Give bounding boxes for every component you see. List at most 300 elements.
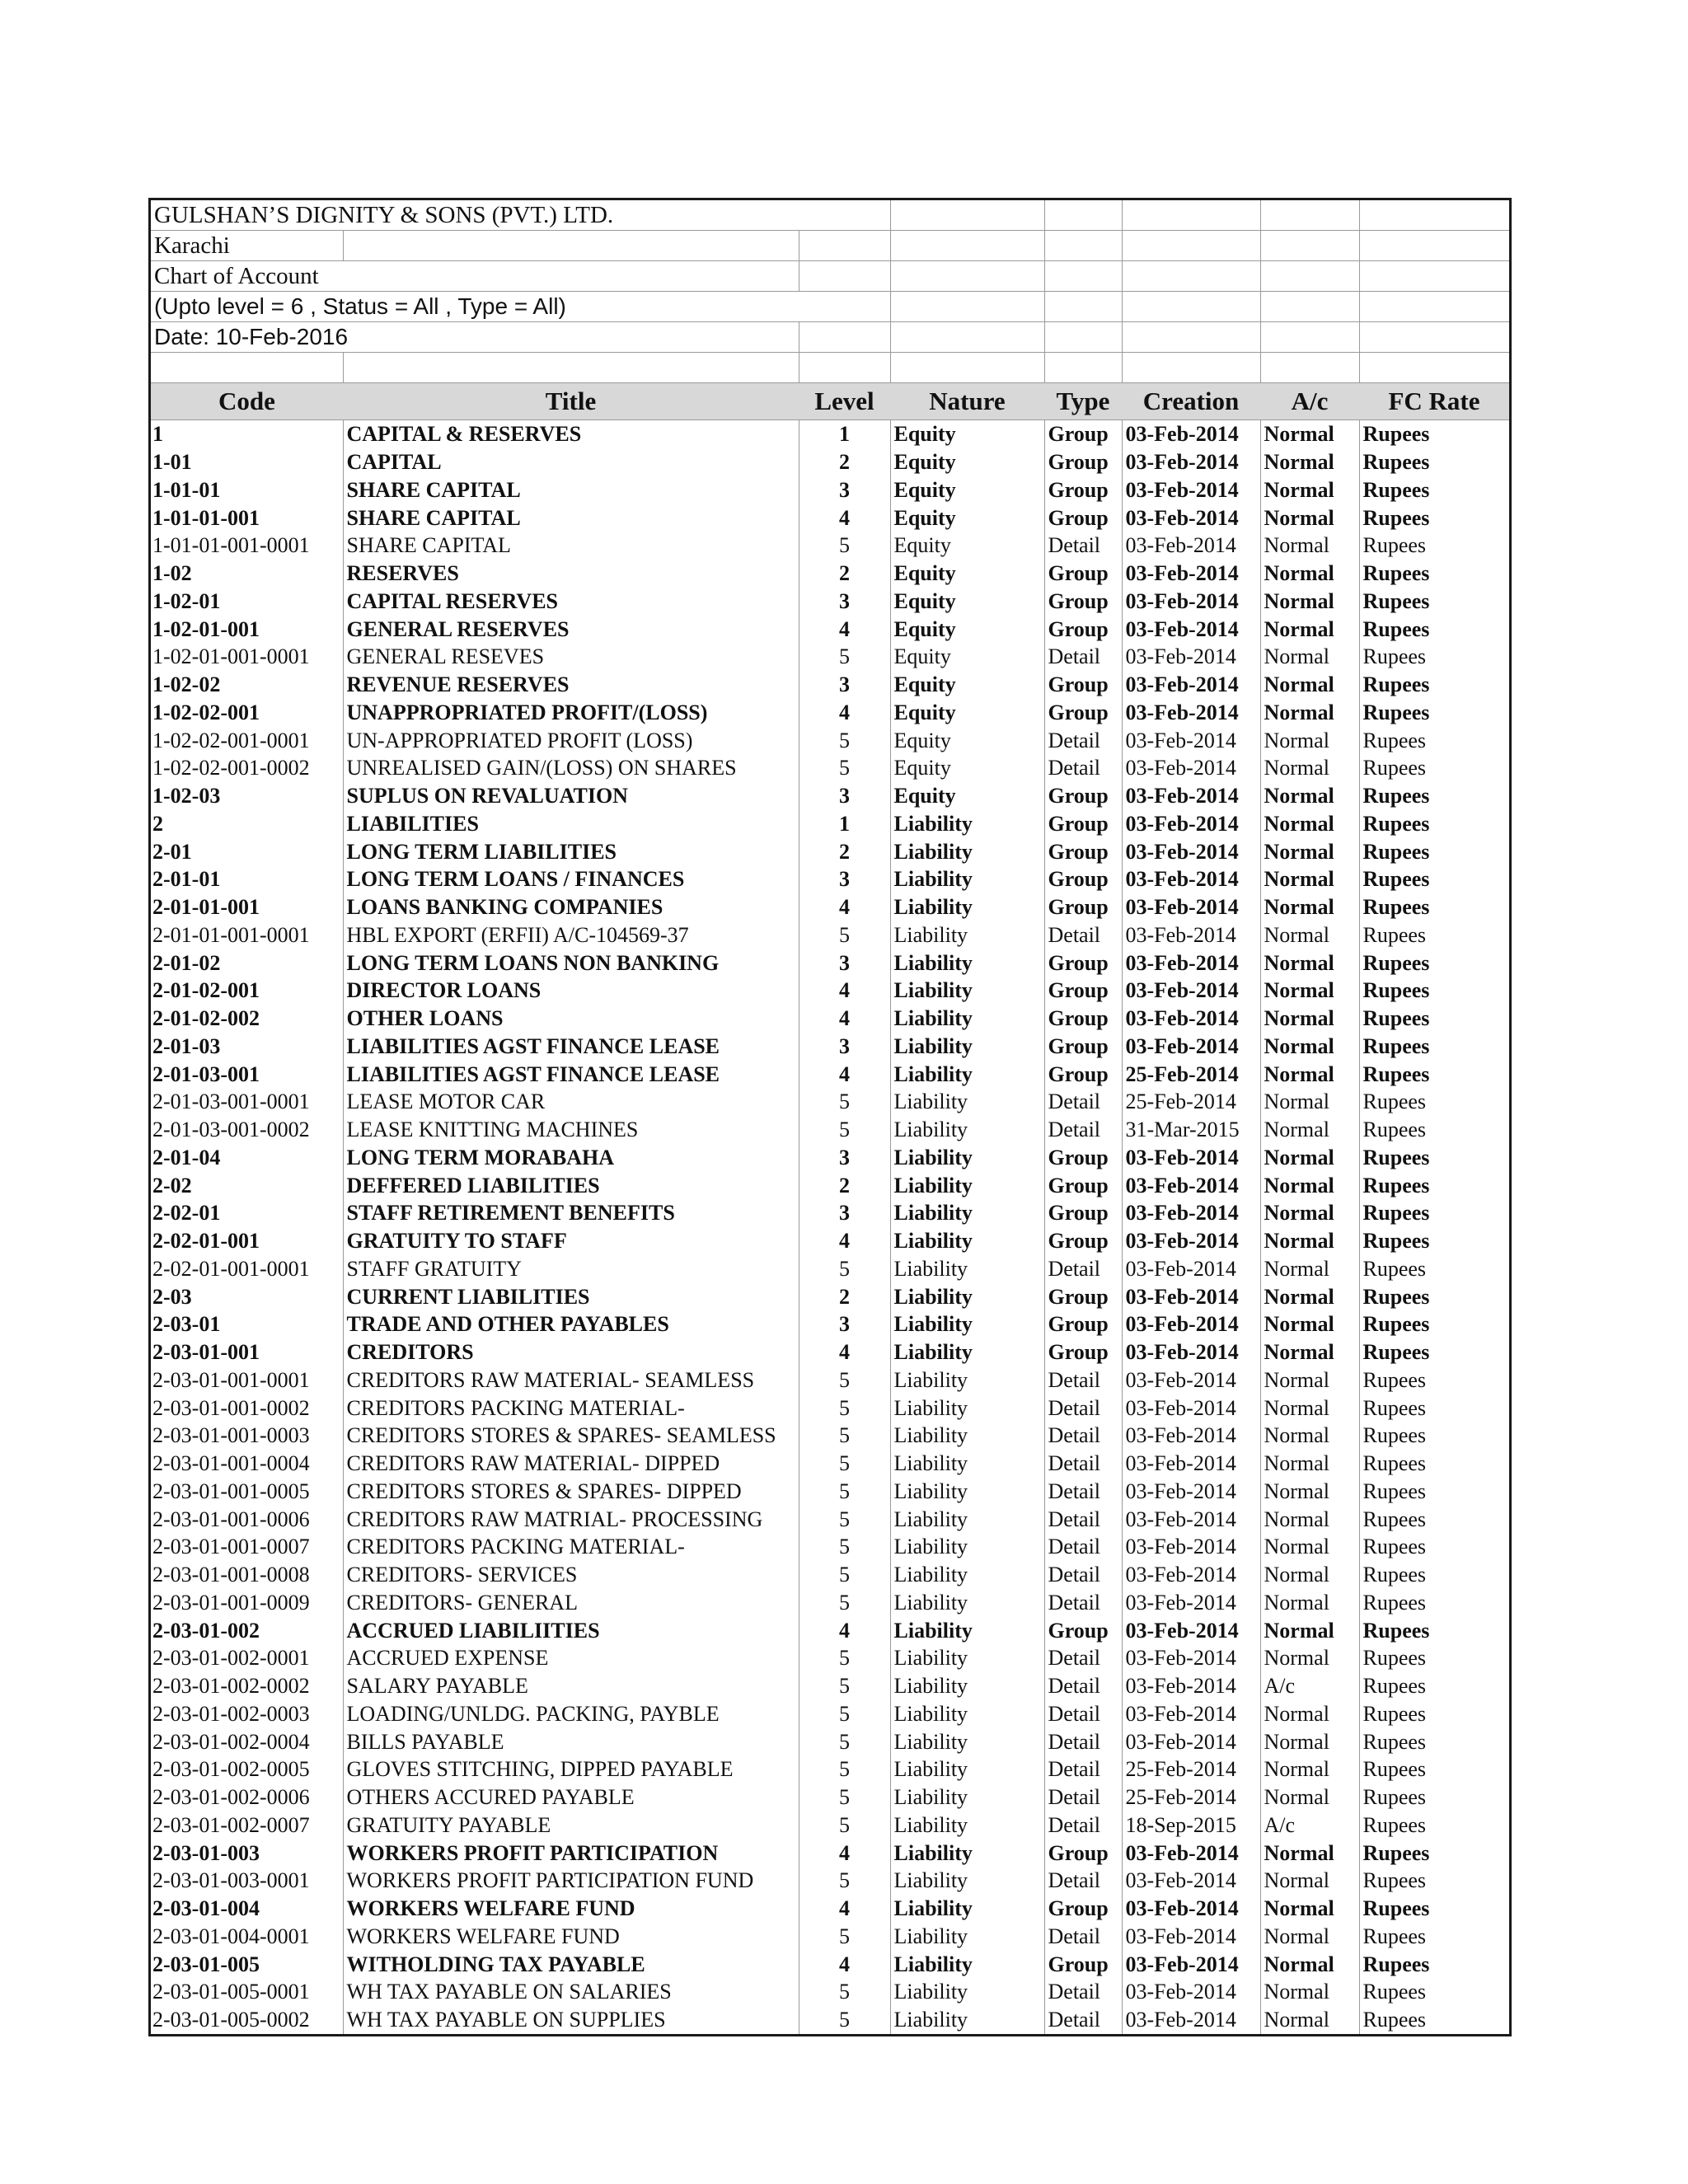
cell-level: 5 bbox=[799, 2006, 890, 2034]
cell-code: 1-02-02-001-0002 bbox=[151, 754, 343, 782]
table-row bbox=[151, 588, 1509, 616]
cell-type: Group bbox=[1044, 504, 1122, 532]
cell-nature: Liability bbox=[890, 1589, 1044, 1617]
cell-level: 5 bbox=[799, 1755, 890, 1783]
cell-type: Group bbox=[1044, 476, 1122, 504]
cell-ac: Normal bbox=[1260, 1338, 1359, 1366]
cell-creation: 03-Feb-2014 bbox=[1122, 643, 1260, 671]
cell-title: SALARY PAYABLE bbox=[343, 1672, 799, 1700]
cell-ac: Normal bbox=[1260, 476, 1359, 504]
cell-title: LONG TERM LOANS NON BANKING bbox=[343, 949, 799, 977]
cell-fc-rate: Rupees bbox=[1362, 1868, 1427, 1893]
cell-ac: Normal bbox=[1260, 1227, 1359, 1255]
table-row bbox=[151, 1144, 1509, 1172]
table-row bbox=[151, 1923, 1509, 1951]
cell-nature: Liability bbox=[890, 1366, 1044, 1394]
cell-ac: Normal bbox=[1260, 754, 1359, 782]
cell-code: 1-01-01-001 bbox=[151, 504, 343, 532]
cell-level: 2 bbox=[799, 1171, 890, 1199]
table-row bbox=[151, 837, 1509, 865]
cell-fc-rate: Rupees bbox=[1362, 1284, 1430, 1309]
cell-title: UNREALISED GAIN/(LOSS) ON SHARES bbox=[343, 754, 799, 782]
report-header-row bbox=[151, 231, 1509, 261]
cell-ac: Normal bbox=[1260, 893, 1359, 921]
cell-nature: Liability bbox=[890, 1783, 1044, 1811]
table-row bbox=[151, 615, 1509, 643]
cell-creation: 03-Feb-2014 bbox=[1122, 1282, 1260, 1310]
cell-creation: 03-Feb-2014 bbox=[1122, 504, 1260, 532]
cell-type: Group bbox=[1044, 1144, 1122, 1172]
cell-level: 5 bbox=[799, 1422, 890, 1450]
cell-type: Group bbox=[1044, 949, 1122, 977]
table-row bbox=[151, 1366, 1509, 1394]
cell-fc-rate: Rupees bbox=[1362, 1535, 1427, 1559]
cell-nature: Liability bbox=[890, 1950, 1044, 1978]
cell-nature: Equity bbox=[890, 448, 1044, 476]
cell-ac: Normal bbox=[1260, 1450, 1359, 1478]
table-row bbox=[151, 1644, 1509, 1672]
cell-creation: 03-Feb-2014 bbox=[1122, 1950, 1260, 1978]
cell-type: Group bbox=[1044, 837, 1122, 865]
cell-fc-rate: Rupees bbox=[1362, 1033, 1430, 1058]
cell-type: Detail bbox=[1044, 1811, 1122, 1840]
report-header-row bbox=[151, 200, 1509, 231]
cell-fc-rate: Rupees bbox=[1362, 811, 1430, 836]
cell-ac: Normal bbox=[1260, 1589, 1359, 1617]
cell-fc-rate: Rupees bbox=[1362, 1896, 1430, 1921]
cell-title: BILLS PAYABLE bbox=[343, 1727, 799, 1755]
cell-code: 2-03-01-001-0005 bbox=[151, 1478, 343, 1506]
cell-ac: Normal bbox=[1260, 1033, 1359, 1061]
cell-code: 1-02-03 bbox=[151, 782, 343, 810]
cell-creation: 03-Feb-2014 bbox=[1122, 699, 1260, 727]
cell-type: Detail bbox=[1044, 1923, 1122, 1951]
cell-level: 3 bbox=[799, 949, 890, 977]
cell-creation: 03-Feb-2014 bbox=[1122, 865, 1260, 893]
cell-fc-rate: Rupees bbox=[1362, 922, 1427, 947]
cell-ac: Normal bbox=[1260, 865, 1359, 893]
table-row bbox=[151, 1005, 1509, 1033]
col-code: Code bbox=[151, 383, 343, 420]
cell-type: Detail bbox=[1044, 1978, 1122, 2006]
cell-code: 2-03-01-005-0001 bbox=[151, 1978, 343, 2006]
cell-nature: Liability bbox=[890, 1978, 1044, 2006]
cell-title: CAPITAL & RESERVES bbox=[343, 420, 799, 448]
cell-ac: Normal bbox=[1260, 1282, 1359, 1310]
report-header-spacer bbox=[151, 353, 1509, 383]
cell-nature: Liability bbox=[890, 865, 1044, 893]
cell-code: 1 bbox=[151, 420, 343, 448]
cell-fc-rate: Rupees bbox=[1362, 756, 1427, 780]
cell-creation: 03-Feb-2014 bbox=[1122, 1616, 1260, 1644]
cell-title: CREDITORS RAW MATERIAL- DIPPED bbox=[343, 1450, 799, 1478]
cell-ac: Normal bbox=[1260, 1783, 1359, 1811]
table-row bbox=[151, 1700, 1509, 1728]
cell-code: 2-03-01-005-0002 bbox=[151, 2006, 343, 2034]
cell-code: 1-01-01 bbox=[151, 476, 343, 504]
column-header-row bbox=[151, 383, 1509, 420]
cell-nature: Equity bbox=[890, 504, 1044, 532]
cell-title: CREDITORS- GENERAL bbox=[343, 1589, 799, 1617]
cell-nature: Liability bbox=[890, 1700, 1044, 1728]
cell-nature: Liability bbox=[890, 1394, 1044, 1422]
cell-nature: Liability bbox=[890, 1616, 1044, 1644]
cell-level: 4 bbox=[799, 1005, 890, 1033]
cell-type: Detail bbox=[1044, 2006, 1122, 2034]
cell-creation: 03-Feb-2014 bbox=[1122, 949, 1260, 977]
cell-type: Group bbox=[1044, 1282, 1122, 1310]
cell-fc-rate: Rupees bbox=[1362, 839, 1430, 864]
cell-creation: 25-Feb-2014 bbox=[1122, 1088, 1260, 1116]
cell-creation: 03-Feb-2014 bbox=[1122, 1338, 1260, 1366]
cell-level: 5 bbox=[799, 1505, 890, 1533]
cell-nature: Equity bbox=[890, 588, 1044, 616]
cell-level: 1 bbox=[799, 420, 890, 448]
cell-nature: Liability bbox=[890, 1199, 1044, 1227]
cell-level: 5 bbox=[799, 1811, 890, 1840]
cell-level: 5 bbox=[799, 1978, 890, 2006]
cell-title: SHARE CAPITAL bbox=[343, 532, 799, 560]
cell-creation: 03-Feb-2014 bbox=[1122, 532, 1260, 560]
cell-title: WH TAX PAYABLE ON SUPPLIES bbox=[343, 2006, 799, 2034]
cell-fc-rate: Rupees bbox=[1362, 477, 1430, 502]
col-nature: Nature bbox=[890, 383, 1044, 420]
cell-nature: Liability bbox=[890, 1867, 1044, 1895]
cell-ac: Normal bbox=[1260, 1199, 1359, 1227]
cell-level: 4 bbox=[799, 1227, 890, 1255]
cell-creation: 03-Feb-2014 bbox=[1122, 1839, 1260, 1867]
cell-creation: 03-Feb-2014 bbox=[1122, 1672, 1260, 1700]
table-row bbox=[151, 2006, 1509, 2034]
cell-level: 1 bbox=[799, 810, 890, 838]
cell-creation: 03-Feb-2014 bbox=[1122, 1450, 1260, 1478]
cell-type: Detail bbox=[1044, 1700, 1122, 1728]
cell-level: 3 bbox=[799, 671, 890, 699]
table-row bbox=[151, 476, 1509, 504]
cell-type: Group bbox=[1044, 1338, 1122, 1366]
cell-code: 2-02-01-001 bbox=[151, 1227, 343, 1255]
cell-nature: Liability bbox=[890, 2006, 1044, 2034]
cell-creation: 03-Feb-2014 bbox=[1122, 754, 1260, 782]
cell-ac: Normal bbox=[1260, 949, 1359, 977]
cell-nature: Liability bbox=[890, 1811, 1044, 1840]
cell-type: Group bbox=[1044, 782, 1122, 810]
cell-creation: 03-Feb-2014 bbox=[1122, 782, 1260, 810]
cell-creation: 03-Feb-2014 bbox=[1122, 1394, 1260, 1422]
cell-nature: Liability bbox=[890, 1144, 1044, 1172]
cell-code: 2-03-01-002-0005 bbox=[151, 1755, 343, 1783]
cell-level: 5 bbox=[799, 1088, 890, 1116]
cell-type: Group bbox=[1044, 1950, 1122, 1978]
table-row bbox=[151, 420, 1509, 448]
cell-fc-rate: Rupees bbox=[1362, 450, 1430, 475]
cell-level: 5 bbox=[799, 1727, 890, 1755]
cell-nature: Equity bbox=[890, 671, 1044, 699]
cell-ac: Normal bbox=[1260, 588, 1359, 616]
cell-ac: Normal bbox=[1260, 615, 1359, 643]
cell-title: LONG TERM LOANS / FINANCES bbox=[343, 865, 799, 893]
cell-type: Detail bbox=[1044, 921, 1122, 949]
cell-code: 2-01 bbox=[151, 837, 343, 865]
cell-fc-rate: Rupees bbox=[1362, 1229, 1430, 1254]
table-row bbox=[151, 1227, 1509, 1255]
cell-code: 1-02 bbox=[151, 560, 343, 588]
cell-level: 5 bbox=[799, 1116, 890, 1144]
cell-fc-rate: Rupees bbox=[1362, 1201, 1430, 1226]
table-row bbox=[151, 1867, 1509, 1895]
cell-type: Group bbox=[1044, 893, 1122, 921]
cell-ac: Normal bbox=[1260, 1561, 1359, 1589]
cell-title: CREDITORS bbox=[343, 1338, 799, 1366]
cell-nature: Liability bbox=[890, 1060, 1044, 1088]
cell-code: 2-03-01-001-0006 bbox=[151, 1505, 343, 1533]
cell-title: ACCRUED LIABILIITIES bbox=[343, 1616, 799, 1644]
table-row bbox=[151, 893, 1509, 921]
cell-nature: Liability bbox=[890, 1338, 1044, 1366]
cell-fc-rate: Rupees bbox=[1362, 1980, 1427, 2004]
cell-code: 2-01-03-001 bbox=[151, 1060, 343, 1088]
cell-creation: 03-Feb-2014 bbox=[1122, 560, 1260, 588]
table-row bbox=[151, 1672, 1509, 1700]
cell-fc-rate: Rupees bbox=[1362, 950, 1430, 975]
cell-creation: 31-Mar-2015 bbox=[1122, 1116, 1260, 1144]
cell-type: Group bbox=[1044, 1310, 1122, 1338]
cell-title: CAPITAL bbox=[343, 448, 799, 476]
cell-ac: Normal bbox=[1260, 532, 1359, 560]
cell-level: 5 bbox=[799, 1366, 890, 1394]
cell-fc-rate: Rupees bbox=[1362, 700, 1430, 724]
cell-fc-rate: Rupees bbox=[1362, 616, 1430, 641]
cell-level: 5 bbox=[799, 921, 890, 949]
table-row bbox=[151, 1255, 1509, 1283]
cell-creation: 03-Feb-2014 bbox=[1122, 615, 1260, 643]
cell-ac: Normal bbox=[1260, 448, 1359, 476]
cell-fc-rate: Rupees bbox=[1362, 1062, 1430, 1086]
cell-creation: 03-Feb-2014 bbox=[1122, 1867, 1260, 1895]
cell-code: 1-02-01-001 bbox=[151, 615, 343, 643]
cell-level: 3 bbox=[799, 476, 890, 504]
cell-nature: Liability bbox=[890, 1422, 1044, 1450]
cell-level: 3 bbox=[799, 1144, 890, 1172]
cell-ac: Normal bbox=[1260, 1505, 1359, 1533]
cell-level: 3 bbox=[799, 588, 890, 616]
cell-nature: Liability bbox=[890, 1450, 1044, 1478]
cell-fc-rate: Rupees bbox=[1362, 1757, 1427, 1782]
cell-level: 5 bbox=[799, 1450, 890, 1478]
cell-nature: Liability bbox=[890, 893, 1044, 921]
cell-title: LEASE KNITTING MACHINES bbox=[343, 1116, 799, 1144]
cell-code: 1-02-01-001-0001 bbox=[151, 643, 343, 671]
cell-code: 2-03-01-001-0003 bbox=[151, 1422, 343, 1450]
cell-level: 5 bbox=[799, 754, 890, 782]
cell-ac: Normal bbox=[1260, 977, 1359, 1005]
cell-title: CREDITORS RAW MATERIAL- SEAMLESS bbox=[343, 1366, 799, 1394]
cell-fc-rate: Rupees bbox=[1362, 644, 1427, 669]
cell-fc-rate: Rupees bbox=[1362, 1701, 1427, 1726]
cell-creation: 03-Feb-2014 bbox=[1122, 1033, 1260, 1061]
cell-fc-rate: Rupees bbox=[1362, 533, 1427, 558]
cell-title: TRADE AND OTHER PAYABLES bbox=[343, 1310, 799, 1338]
cell-title: UNAPPROPRIATED PROFIT/(LOSS) bbox=[343, 699, 799, 727]
cell-nature: Equity bbox=[890, 560, 1044, 588]
cell-code: 2-03-01-002-0007 bbox=[151, 1811, 343, 1840]
cell-nature: Equity bbox=[890, 476, 1044, 504]
cell-fc-rate: Rupees bbox=[1362, 1451, 1427, 1476]
table-row bbox=[151, 1394, 1509, 1422]
table-row bbox=[151, 1422, 1509, 1450]
report-title: Chart of Account bbox=[151, 261, 799, 292]
cell-type: Detail bbox=[1044, 1644, 1122, 1672]
cell-creation: 03-Feb-2014 bbox=[1122, 1199, 1260, 1227]
cell-fc-rate: Rupees bbox=[1362, 1952, 1430, 1976]
cell-code: 2-01-01-001-0001 bbox=[151, 921, 343, 949]
table-row bbox=[151, 1533, 1509, 1561]
cell-nature: Liability bbox=[890, 810, 1044, 838]
cell-nature: Equity bbox=[890, 615, 1044, 643]
cell-level: 3 bbox=[799, 865, 890, 893]
cell-nature: Equity bbox=[890, 782, 1044, 810]
cell-type: Detail bbox=[1044, 1450, 1122, 1478]
cell-nature: Liability bbox=[890, 1227, 1044, 1255]
cell-code: 2-03-01-002 bbox=[151, 1616, 343, 1644]
cell-ac: Normal bbox=[1260, 1839, 1359, 1867]
cell-title: ACCRUED EXPENSE bbox=[343, 1644, 799, 1672]
table-row bbox=[151, 699, 1509, 727]
table-row bbox=[151, 1033, 1509, 1061]
cell-ac: Normal bbox=[1260, 921, 1359, 949]
cell-nature: Liability bbox=[890, 977, 1044, 1005]
cell-ac: Normal bbox=[1260, 1366, 1359, 1394]
cell-creation: 03-Feb-2014 bbox=[1122, 1478, 1260, 1506]
cell-code: 2-03 bbox=[151, 1282, 343, 1310]
cell-ac: A/c bbox=[1260, 1672, 1359, 1700]
cell-fc-rate: Rupees bbox=[1362, 728, 1427, 752]
cell-fc-rate: Rupees bbox=[1362, 1563, 1427, 1587]
cell-nature: Liability bbox=[890, 1895, 1044, 1923]
cell-ac: Normal bbox=[1260, 1310, 1359, 1338]
cell-title: DEFFERED LIABILITIES bbox=[343, 1171, 799, 1199]
cell-title: GRATUITY TO STAFF bbox=[343, 1227, 799, 1255]
cell-title: WORKERS PROFIT PARTICIPATION FUND bbox=[343, 1867, 799, 1895]
cell-type: Detail bbox=[1044, 1478, 1122, 1506]
table-row bbox=[151, 921, 1509, 949]
cell-title: WORKERS WELFARE FUND bbox=[343, 1923, 799, 1951]
cell-title: CURRENT LIABILITIES bbox=[343, 1282, 799, 1310]
cell-code: 2-03-01-001 bbox=[151, 1338, 343, 1366]
cell-level: 4 bbox=[799, 615, 890, 643]
table-row bbox=[151, 949, 1509, 977]
cell-ac: Normal bbox=[1260, 1005, 1359, 1033]
cell-creation: 03-Feb-2014 bbox=[1122, 726, 1260, 754]
cell-ac: Normal bbox=[1260, 810, 1359, 838]
cell-code: 2-03-01-001-0007 bbox=[151, 1533, 343, 1561]
cell-ac: Normal bbox=[1260, 1755, 1359, 1783]
cell-level: 5 bbox=[799, 726, 890, 754]
cell-type: Group bbox=[1044, 448, 1122, 476]
cell-nature: Liability bbox=[890, 949, 1044, 977]
cell-code: 1-02-02 bbox=[151, 671, 343, 699]
city-label: Karachi bbox=[151, 231, 343, 261]
cell-creation: 03-Feb-2014 bbox=[1122, 977, 1260, 1005]
cell-ac: Normal bbox=[1260, 2006, 1359, 2034]
cell-code: 2-01-03-001-0001 bbox=[151, 1088, 343, 1116]
cell-title: CREDITORS PACKING MATERIAL- bbox=[343, 1394, 799, 1422]
cell-type: Detail bbox=[1044, 1755, 1122, 1783]
cell-fc-rate: Rupees bbox=[1362, 1507, 1427, 1531]
cell-code: 2-03-01-003 bbox=[151, 1839, 343, 1867]
cell-level: 5 bbox=[799, 1700, 890, 1728]
cell-code: 2-03-01-001-0001 bbox=[151, 1366, 343, 1394]
cell-level: 3 bbox=[799, 1310, 890, 1338]
cell-nature: Equity bbox=[890, 420, 1044, 448]
cell-title: WORKERS WELFARE FUND bbox=[343, 1895, 799, 1923]
cell-title: CAPITAL RESERVES bbox=[343, 588, 799, 616]
table-row bbox=[151, 1839, 1509, 1867]
cell-nature: Liability bbox=[890, 1478, 1044, 1506]
cell-nature: Liability bbox=[890, 1923, 1044, 1951]
cell-fc-rate: Rupees bbox=[1362, 1312, 1430, 1337]
cell-ac: Normal bbox=[1260, 1255, 1359, 1283]
col-ac: A/c bbox=[1260, 383, 1359, 420]
cell-fc-rate: Rupees bbox=[1362, 588, 1430, 613]
table-row bbox=[151, 810, 1509, 838]
cell-type: Group bbox=[1044, 615, 1122, 643]
cell-creation: 03-Feb-2014 bbox=[1122, 420, 1260, 448]
cell-title: CREDITORS RAW MATRIAL- PROCESSING bbox=[343, 1505, 799, 1533]
cell-type: Group bbox=[1044, 1033, 1122, 1061]
table-row bbox=[151, 1171, 1509, 1199]
cell-title: UN-APPROPRIATED PROFIT (LOSS) bbox=[343, 726, 799, 754]
cell-nature: Liability bbox=[890, 1505, 1044, 1533]
col-fc-rate: FC Rate bbox=[1359, 383, 1509, 420]
cell-fc-rate: Rupees bbox=[1362, 1590, 1427, 1615]
cell-creation: 03-Feb-2014 bbox=[1122, 1505, 1260, 1533]
cell-nature: Liability bbox=[890, 1088, 1044, 1116]
cell-level: 5 bbox=[799, 1867, 890, 1895]
cell-creation: 03-Feb-2014 bbox=[1122, 1561, 1260, 1589]
table-row bbox=[151, 1755, 1509, 1783]
table-row bbox=[151, 754, 1509, 782]
cell-creation: 03-Feb-2014 bbox=[1122, 1366, 1260, 1394]
cell-type: Detail bbox=[1044, 1088, 1122, 1116]
cell-title: RESERVES bbox=[343, 560, 799, 588]
cell-nature: Liability bbox=[890, 1033, 1044, 1061]
cell-title: CREDITORS PACKING MATERIAL- bbox=[343, 1533, 799, 1561]
cell-type: Detail bbox=[1044, 1366, 1122, 1394]
cell-fc-rate: Rupees bbox=[1362, 1395, 1427, 1420]
cell-nature: Liability bbox=[890, 1644, 1044, 1672]
cell-code: 2-02 bbox=[151, 1171, 343, 1199]
cell-fc-rate: Rupees bbox=[1362, 1785, 1427, 1810]
cell-level: 5 bbox=[799, 1672, 890, 1700]
cell-title: LEASE MOTOR CAR bbox=[343, 1088, 799, 1116]
cell-level: 2 bbox=[799, 1282, 890, 1310]
cell-fc-rate: Rupees bbox=[1362, 895, 1430, 920]
cell-type: Group bbox=[1044, 699, 1122, 727]
cell-code: 2-03-01-001-0004 bbox=[151, 1450, 343, 1478]
cell-ac: Normal bbox=[1260, 1478, 1359, 1506]
cell-fc-rate: Rupees bbox=[1362, 867, 1430, 892]
table-row bbox=[151, 1727, 1509, 1755]
table-row bbox=[151, 1561, 1509, 1589]
table-row bbox=[151, 1978, 1509, 2006]
cell-title: LOADING/UNLDG. PACKING, PAYBLE bbox=[343, 1700, 799, 1728]
cell-creation: 03-Feb-2014 bbox=[1122, 1255, 1260, 1283]
report-date: Date: 10-Feb-2016 bbox=[151, 322, 799, 353]
company-name: GULSHAN’S DIGNITY & SONS (PVT.) LTD. bbox=[151, 200, 890, 231]
cell-title: LIABILITIES AGST FINANCE LEASE bbox=[343, 1060, 799, 1088]
cell-type: Detail bbox=[1044, 532, 1122, 560]
